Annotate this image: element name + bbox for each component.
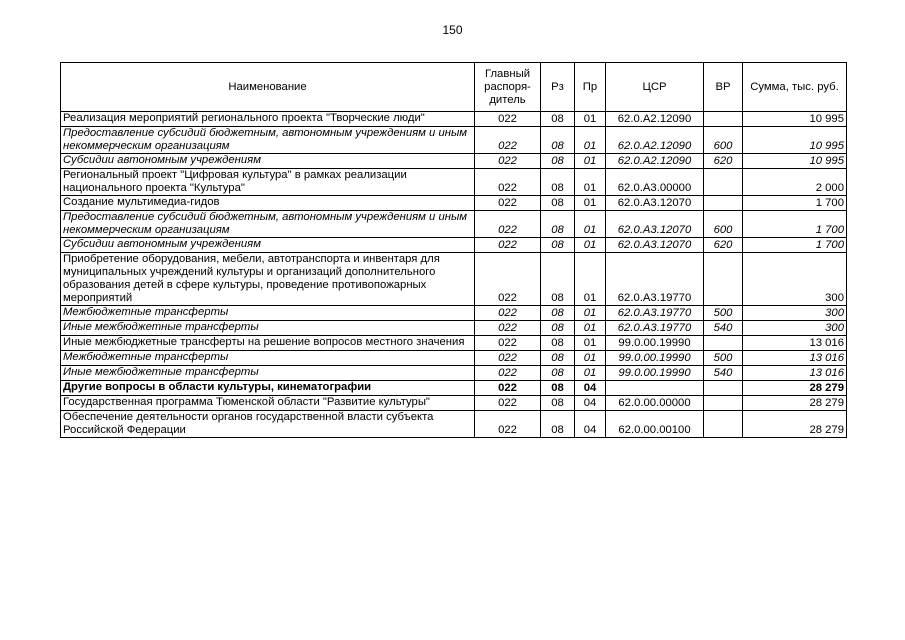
cell-admin: 022 (475, 351, 541, 366)
cell-vr (704, 411, 743, 438)
cell-rz: 08 (541, 112, 575, 127)
cell-csr: 62.0.А2.12090 (606, 127, 704, 154)
cell-admin: 022 (475, 366, 541, 381)
cell-admin: 022 (475, 253, 541, 306)
cell-name: Предоставление субсидий бюджетным, автономным учреждениям и иным некоммерческим организациям (61, 127, 475, 154)
cell-admin: 022 (475, 154, 541, 169)
cell-vr (704, 336, 743, 351)
cell-rz: 08 (541, 238, 575, 253)
cell-rz: 08 (541, 154, 575, 169)
cell-vr: 500 (704, 351, 743, 366)
cell-pr: 04 (575, 396, 606, 411)
table-row (61, 336, 847, 351)
cell-rz: 08 (541, 411, 575, 438)
cell-pr: 01 (575, 306, 606, 321)
cell-pr: 01 (575, 211, 606, 238)
cell-rz: 08 (541, 196, 575, 211)
cell-rz: 08 (541, 381, 575, 396)
table-row (61, 351, 847, 366)
cell-vr (704, 381, 743, 396)
cell-pr: 04 (575, 411, 606, 438)
table-row (61, 306, 847, 321)
cell-sum: 1 700 (743, 238, 847, 253)
cell-pr: 04 (575, 381, 606, 396)
cell-pr: 01 (575, 253, 606, 306)
cell-csr: 62.0.А3.19770 (606, 306, 704, 321)
cell-admin: 022 (475, 211, 541, 238)
cell-admin: 022 (475, 169, 541, 196)
cell-csr: 99.0.00.19990 (606, 336, 704, 351)
table-row (61, 211, 847, 238)
cell-vr (704, 112, 743, 127)
table-row (61, 321, 847, 336)
header-name: Наименование (61, 63, 475, 112)
cell-name: Региональный проект "Цифровая культура" в рамках реализации национального проекта "Культура" (61, 169, 475, 196)
table-row (61, 253, 847, 306)
cell-rz: 08 (541, 211, 575, 238)
cell-admin: 022 (475, 396, 541, 411)
cell-vr: 540 (704, 366, 743, 381)
cell-pr: 01 (575, 366, 606, 381)
cell-csr: 62.0.А3.12070 (606, 196, 704, 211)
cell-admin: 022 (475, 411, 541, 438)
cell-pr: 01 (575, 169, 606, 196)
cell-rz: 08 (541, 366, 575, 381)
cell-vr: 620 (704, 238, 743, 253)
cell-csr: 99.0.00.19990 (606, 366, 704, 381)
cell-sum: 300 (743, 253, 847, 306)
cell-sum: 1 700 (743, 211, 847, 238)
cell-rz: 08 (541, 396, 575, 411)
cell-admin: 022 (475, 112, 541, 127)
header-vr: ВР (704, 63, 743, 112)
cell-admin: 022 (475, 127, 541, 154)
cell-vr (704, 196, 743, 211)
cell-vr: 600 (704, 127, 743, 154)
cell-sum: 13 016 (743, 351, 847, 366)
cell-vr (704, 169, 743, 196)
cell-csr: 62.0.А3.19770 (606, 253, 704, 306)
cell-pr: 01 (575, 196, 606, 211)
cell-name: Межбюджетные трансферты (61, 351, 475, 366)
cell-pr: 01 (575, 127, 606, 154)
cell-vr (704, 253, 743, 306)
cell-pr: 01 (575, 351, 606, 366)
page-number: 150 (442, 23, 463, 37)
cell-csr (606, 381, 704, 396)
header-admin: Главный распоря-дитель (475, 63, 541, 112)
cell-sum: 28 279 (743, 381, 847, 396)
cell-sum: 13 016 (743, 366, 847, 381)
table-row (61, 196, 847, 211)
table-row (61, 154, 847, 169)
cell-sum: 300 (743, 321, 847, 336)
cell-vr: 600 (704, 211, 743, 238)
cell-name: Субсидии автономным учреждениям (61, 154, 475, 169)
cell-name: Приобретение оборудования, мебели, автотранспорта и инвентаря для муниципальных учреждений культуры и организаций дополнительного образования детей в сфере культуры, проведение противопожарных мероприятий (61, 253, 475, 306)
cell-sum: 2 000 (743, 169, 847, 196)
cell-csr: 62.0.А3.12070 (606, 238, 704, 253)
cell-name: Иные межбюджетные трансферты (61, 366, 475, 381)
cell-pr: 01 (575, 336, 606, 351)
budget-table (60, 62, 847, 438)
cell-admin: 022 (475, 306, 541, 321)
cell-name: Предоставление субсидий бюджетным, автономным учреждениям и иным некоммерческим организациям (61, 211, 475, 238)
cell-name: Создание мультимедиа-гидов (61, 196, 475, 211)
cell-csr: 62.0.00.00000 (606, 396, 704, 411)
cell-pr: 01 (575, 238, 606, 253)
cell-vr: 540 (704, 321, 743, 336)
cell-vr: 620 (704, 154, 743, 169)
cell-admin: 022 (475, 381, 541, 396)
cell-name: Субсидии автономным учреждениям (61, 238, 475, 253)
cell-sum: 28 279 (743, 411, 847, 438)
cell-sum: 300 (743, 306, 847, 321)
table-row (61, 411, 847, 438)
cell-rz: 08 (541, 321, 575, 336)
cell-rz: 08 (541, 351, 575, 366)
header-rz: Рз (541, 63, 575, 112)
cell-rz: 08 (541, 253, 575, 306)
cell-admin: 022 (475, 336, 541, 351)
cell-name: Другие вопросы в области культуры, кинематографии (61, 381, 475, 396)
cell-name: Обеспечение деятельности органов государственной власти субъекта Российской Федерации (61, 411, 475, 438)
cell-rz: 08 (541, 306, 575, 321)
cell-pr: 01 (575, 154, 606, 169)
cell-sum: 13 016 (743, 336, 847, 351)
cell-csr: 99.0.00.19990 (606, 351, 704, 366)
table-row (61, 112, 847, 127)
cell-csr: 62.0.А2.12090 (606, 154, 704, 169)
cell-sum: 1 700 (743, 196, 847, 211)
cell-sum: 28 279 (743, 396, 847, 411)
cell-csr: 62.0.А3.12070 (606, 211, 704, 238)
cell-pr: 01 (575, 112, 606, 127)
table-row (61, 238, 847, 253)
table-row (61, 381, 847, 396)
header-row (61, 63, 847, 112)
cell-sum: 10 995 (743, 112, 847, 127)
cell-vr (704, 396, 743, 411)
cell-csr: 62.0.А3.00000 (606, 169, 704, 196)
cell-csr: 62.0.00.00100 (606, 411, 704, 438)
cell-sum: 10 995 (743, 154, 847, 169)
cell-name: Межбюджетные трансферты (61, 306, 475, 321)
header-sum: Сумма, тыс. руб. (743, 63, 847, 112)
table-row (61, 366, 847, 381)
cell-admin: 022 (475, 321, 541, 336)
cell-csr: 62.0.А2.12090 (606, 112, 704, 127)
cell-vr: 500 (704, 306, 743, 321)
cell-rz: 08 (541, 169, 575, 196)
cell-rz: 08 (541, 127, 575, 154)
cell-sum: 10 995 (743, 127, 847, 154)
cell-name: Государственная программа Тюменской области "Развитие культуры" (61, 396, 475, 411)
table-row (61, 127, 847, 154)
cell-name: Иные межбюджетные трансферты на решение вопросов местного значения (61, 336, 475, 351)
header-pr: Пр (575, 63, 606, 112)
cell-admin: 022 (475, 196, 541, 211)
cell-pr: 01 (575, 321, 606, 336)
cell-name: Иные межбюджетные трансферты (61, 321, 475, 336)
table-row (61, 396, 847, 411)
header-csr: ЦСР (606, 63, 704, 112)
cell-csr: 62.0.А3.19770 (606, 321, 704, 336)
cell-name: Реализация мероприятий регионального проекта "Творческие люди" (61, 112, 475, 127)
cell-admin: 022 (475, 238, 541, 253)
table-row (61, 169, 847, 196)
cell-rz: 08 (541, 336, 575, 351)
